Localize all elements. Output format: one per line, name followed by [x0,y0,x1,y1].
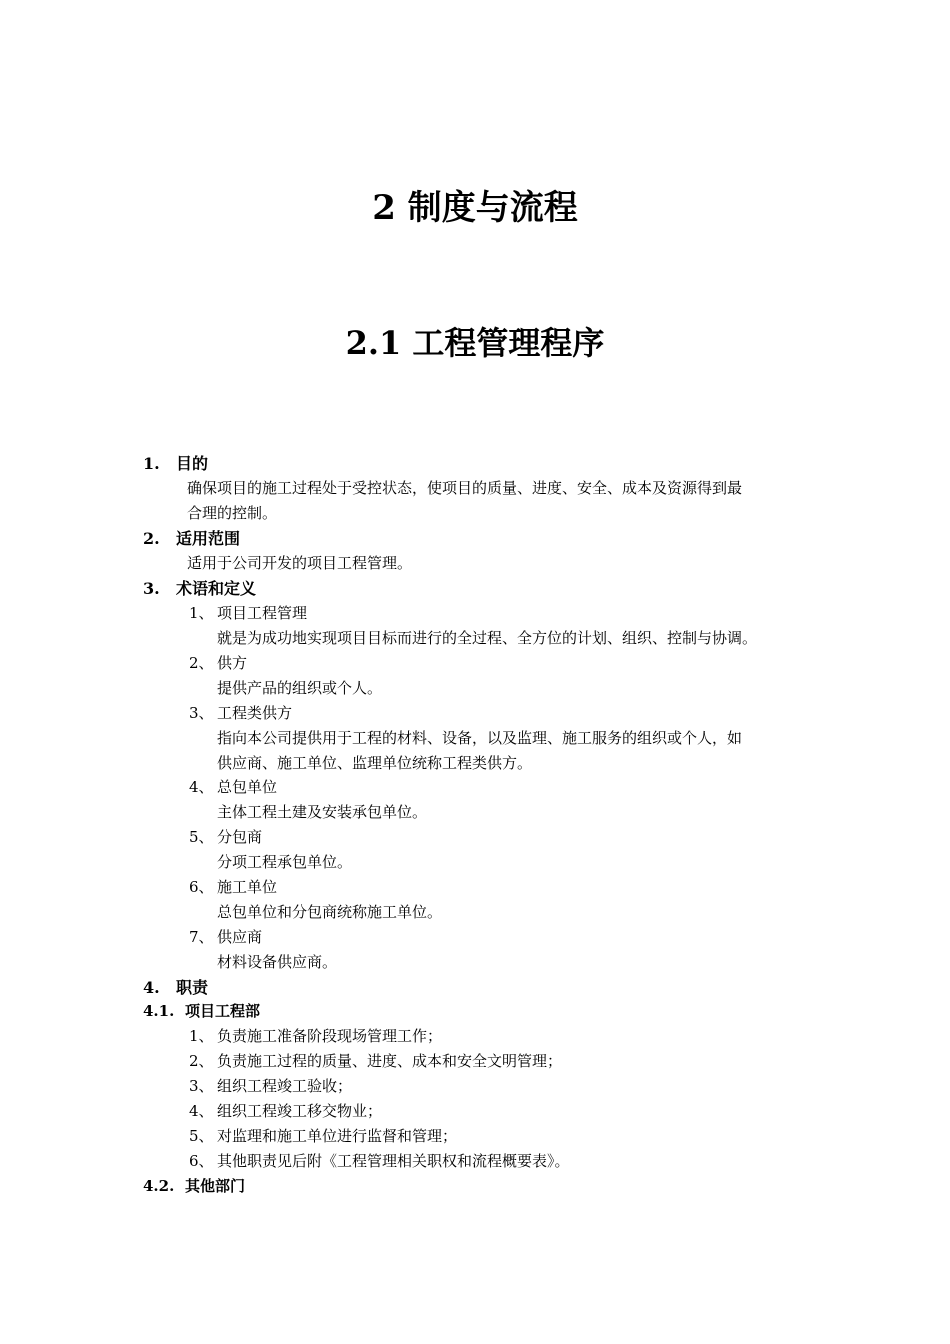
section-2-heading [143,526,240,549]
term-definition: 就是为成功地实现项目目标而进行的全过程、全方位的计划、组织、控制与协调。 [217,629,758,647]
term-definition: 材料设备供应商。 [217,953,338,971]
subsection-heading-text: 项目工程部 [185,1002,261,1020]
duty-item [189,1125,457,1146]
term-number: 4、 [189,778,214,796]
term-number: 7、 [189,928,214,946]
duty-number: 1、 [189,1027,214,1045]
term-item [189,602,307,623]
section-title: 2.1 工程管理程序 [345,324,605,362]
duty-text: 对监理和施工单位进行监督和管理； [217,1127,458,1145]
term-definition: 指向本公司提供用于工程的材料、设备，以及监理、施工服务的组织或个人，如 [217,729,743,747]
term-definition: 总包单位和分包商统称施工单位。 [217,903,443,921]
duty-number: 5、 [189,1127,214,1145]
purpose-text-line-1: 确保项目的施工过程处于受控状态，使项目的质量、进度、安全、成本及资源得到最 [187,479,743,497]
section-number: 4. [143,978,160,997]
duty-text: 其他职责见后附《工程管理相关职权和流程概要表》。 [217,1152,570,1170]
term-number: 6、 [189,878,214,896]
term-item [189,876,277,897]
term-name: 工程类供方 [217,704,293,722]
chapter-title: 2 制度与流程 [372,188,578,228]
section-number: 3. [143,579,160,598]
term-definition: 分项工程承包单位。 [217,853,353,871]
subsection-number: 4.1. [143,1002,175,1020]
duty-text: 组织工程竣工移交物业； [217,1102,383,1120]
term-definition: 主体工程土建及安装承包单位。 [217,803,428,821]
term-item [189,926,262,947]
section-heading-text: 职责 [176,978,209,997]
duty-item [189,1150,570,1171]
subsection-number: 4.2. [143,1177,175,1195]
duty-number: 3、 [189,1077,214,1095]
duty-number: 6、 [189,1152,214,1170]
term-definition: 提供产品的组织或个人。 [217,679,383,697]
term-name: 项目工程管理 [217,604,308,622]
section-heading-text: 适用范围 [176,529,241,548]
term-number: 3、 [189,704,214,722]
term-item [189,826,262,847]
duty-item [189,1025,442,1046]
term-number: 1、 [189,604,214,622]
term-item [189,652,247,673]
section-number: 1. [143,454,160,473]
term-definition-continued: 供应商、施工单位、监理单位统称工程类供方。 [217,754,533,772]
section-number: 2. [143,529,160,548]
purpose-text-line-2: 合理的控制。 [187,504,278,522]
term-name: 供应商 [217,928,263,946]
section-3-heading [143,576,256,599]
section-heading-text: 目的 [176,454,209,473]
duty-text: 负责施工过程的质量、进度、成本和安全文明管理； [217,1052,563,1070]
duty-text: 组织工程竣工验收； [217,1077,353,1095]
duty-number: 4、 [189,1102,214,1120]
duty-item [189,1050,562,1071]
duty-text: 负责施工准备阶段现场管理工作； [217,1027,443,1045]
subsection-4-2-heading [143,1175,245,1196]
term-name: 供方 [217,654,248,672]
term-name: 总包单位 [217,778,278,796]
section-1-heading [143,451,208,474]
scope-text: 适用于公司开发的项目工程管理。 [187,554,413,572]
term-number: 5、 [189,828,214,846]
section-heading-text: 术语和定义 [176,579,257,598]
term-name: 分包商 [217,828,263,846]
duty-item [189,1075,352,1096]
section-4-heading [143,975,208,998]
duty-item [189,1100,382,1121]
term-item [189,776,277,797]
subsection-heading-text: 其他部门 [185,1177,246,1195]
term-item [189,702,292,723]
term-number: 2、 [189,654,214,672]
term-name: 施工单位 [217,878,278,896]
duty-number: 2、 [189,1052,214,1070]
subsection-4-1-heading [143,1000,260,1021]
